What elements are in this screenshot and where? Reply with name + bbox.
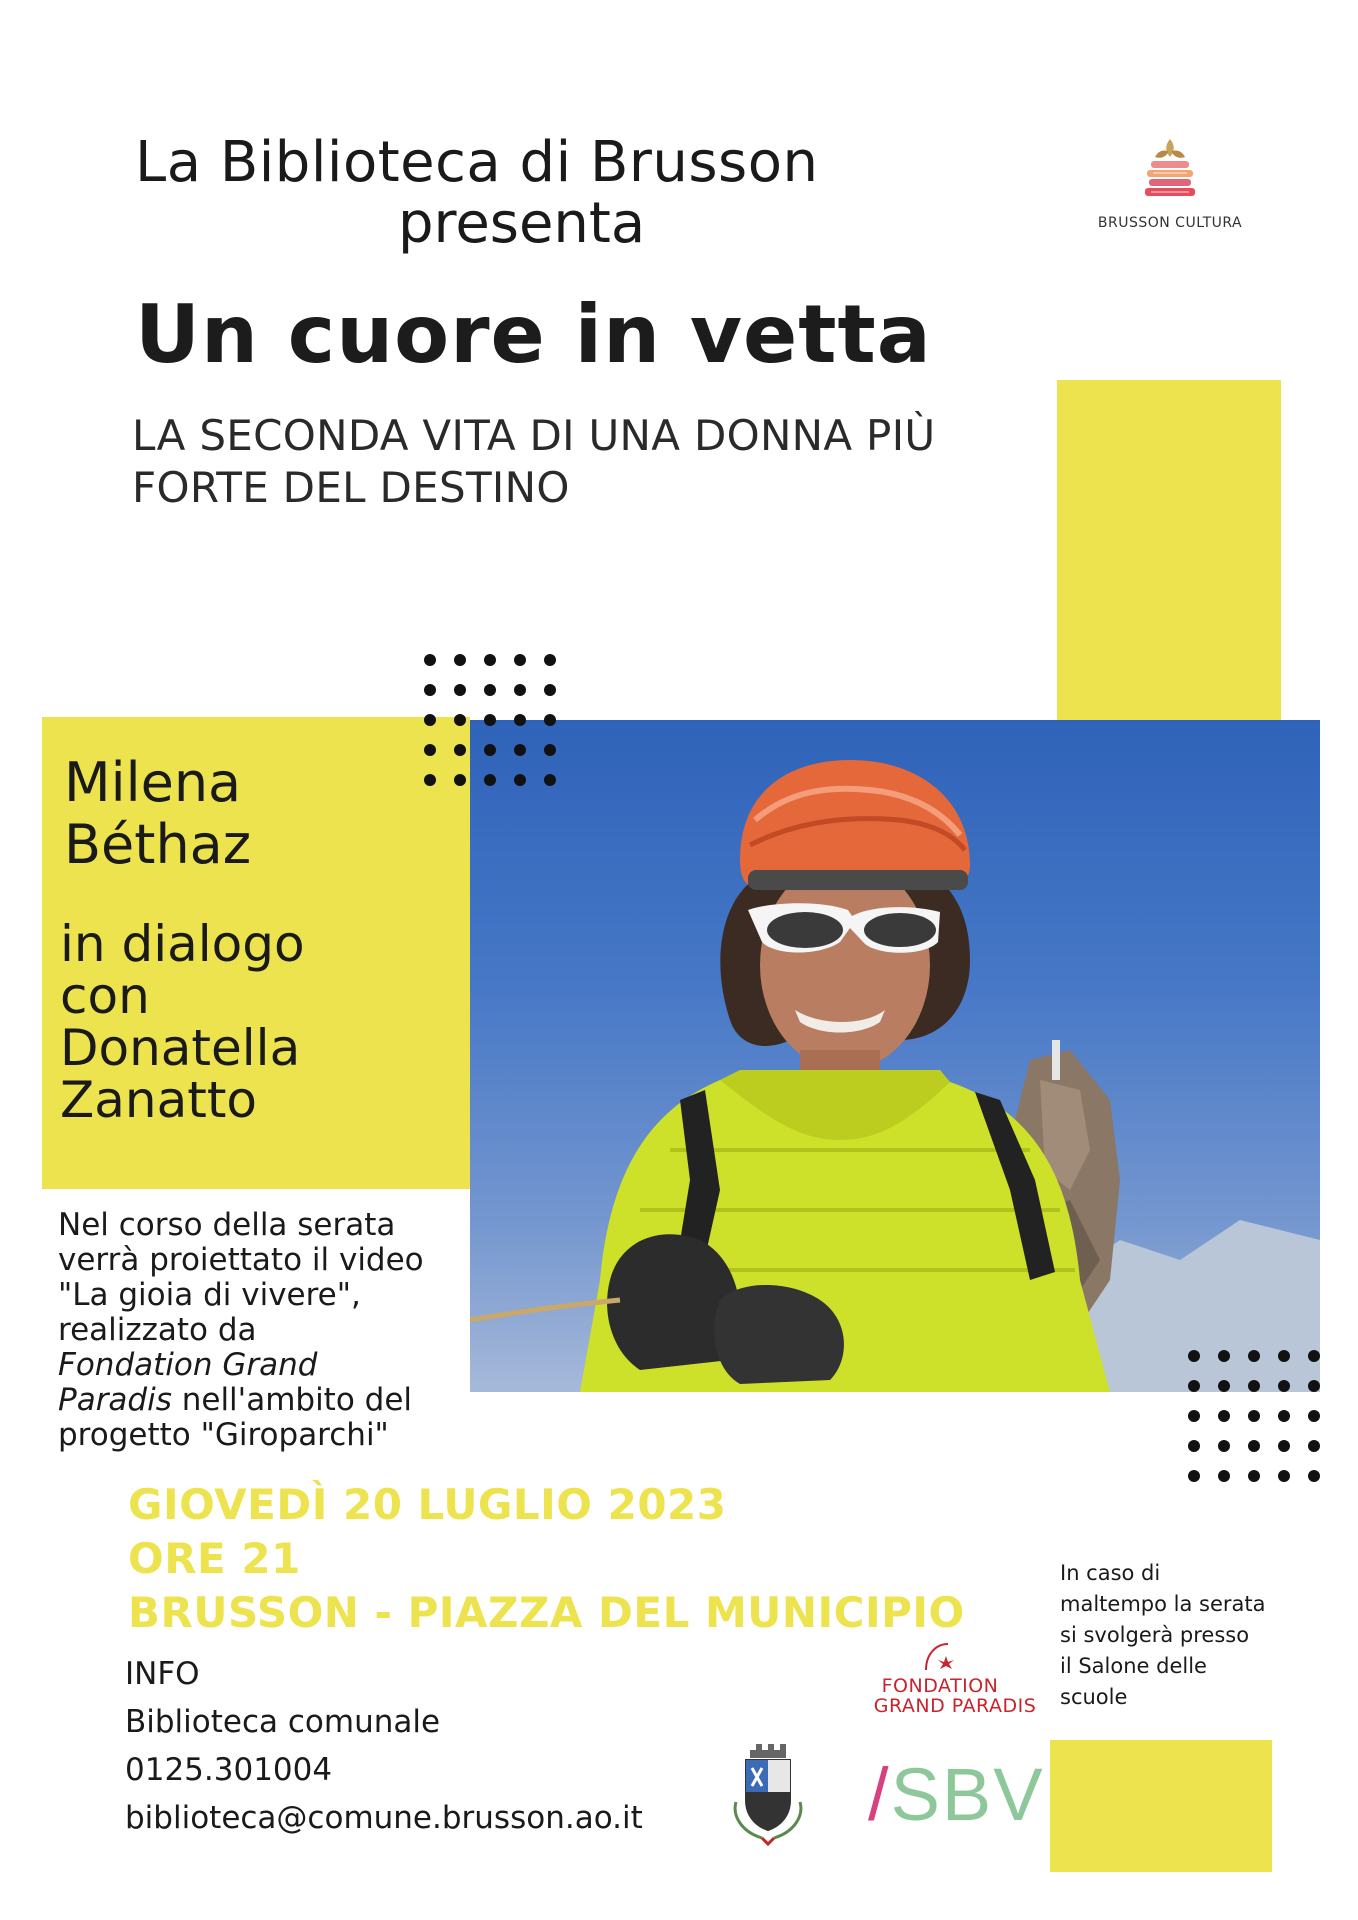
connector-in-dialogo: in dialogo <box>60 915 305 973</box>
book-stack-icon <box>1135 135 1205 205</box>
event-date: GIOVEDÌ 20 LUGLIO 2023 <box>128 1480 727 1529</box>
dot-grid-decoration-top <box>424 654 556 786</box>
description-line: realizzato da <box>58 1312 257 1348</box>
info-email[interactable]: biblioteca@comune.brusson.ao.it <box>125 1800 643 1836</box>
sbv-text: SBV <box>890 1753 1045 1836</box>
description-line: Nel corso della serata <box>58 1207 396 1243</box>
sbv-slash: / <box>868 1753 891 1836</box>
weather-note-line: si svolgerà presso <box>1060 1623 1250 1647</box>
municipality-crest-icon <box>728 1742 808 1848</box>
header-line-2: presenta <box>398 191 646 256</box>
guest-first-name: Milena <box>64 751 242 814</box>
climber-illustration <box>470 720 1320 1392</box>
event-subtitle <box>132 410 935 514</box>
info-label: INFO <box>125 1656 200 1692</box>
event-time: ORE 21 <box>128 1534 301 1583</box>
info-phone[interactable]: 0125.301004 <box>125 1752 333 1788</box>
description-rest: nell'ambito del <box>171 1382 413 1418</box>
weather-note-line: In caso di <box>1060 1561 1161 1585</box>
connector-con: con <box>60 967 150 1025</box>
description-line: verrà proiettato il video <box>58 1242 424 1278</box>
brusson-cultura-logo <box>1095 135 1245 231</box>
sbv-logo <box>868 1755 1045 1835</box>
event-title: Un cuore in vetta <box>135 288 932 381</box>
description-line <box>58 1383 478 1418</box>
subtitle-line-1: LA SECONDA VITA DI UNA DONNA PIÙ <box>132 411 936 460</box>
weather-note-line: maltempo la serata <box>1060 1592 1266 1616</box>
dialogue-host <box>60 915 305 1129</box>
weather-note-line: scuole <box>1060 1685 1128 1709</box>
description-line: progetto "Giroparchi" <box>58 1417 389 1453</box>
info-block <box>125 1650 643 1842</box>
event-details <box>128 1478 965 1640</box>
event-place: BRUSSON - PIAZZA DEL MUNICIPIO <box>128 1588 965 1637</box>
description-line <box>58 1348 478 1383</box>
description-line: "La gioia di vivere", <box>58 1277 361 1313</box>
subtitle-line-2: FORTE DEL DESTINO <box>132 463 570 512</box>
org-name-italic: Fondation Grand <box>58 1347 318 1383</box>
yellow-block-bottom-right <box>1050 1740 1272 1872</box>
guest-last-name: Béthaz <box>64 813 252 876</box>
fgp-line-1: FONDATION <box>881 1675 999 1697</box>
brusson-cultura-caption: BRUSSON CULTURA <box>1097 215 1243 231</box>
header-line-1: La Biblioteca di Brusson <box>135 130 819 195</box>
weather-note-line: il Salone delle <box>1060 1654 1207 1678</box>
fgp-line-2: GRAND PARADIS <box>873 1695 1037 1717</box>
dot-grid-decoration-bottom <box>1188 1350 1320 1482</box>
event-description <box>58 1208 478 1453</box>
climber-photo <box>470 720 1320 1392</box>
fgp-flower-icon <box>920 1640 960 1674</box>
yellow-block-top-right <box>1057 380 1281 720</box>
org-name-italic: Paradis <box>58 1382 172 1418</box>
weather-note <box>1060 1558 1290 1713</box>
info-org: Biblioteca comunale <box>125 1704 441 1740</box>
host-last-name: Zanatto <box>60 1071 258 1129</box>
fondation-grand-paradis-logo <box>840 1640 1040 1716</box>
guest-name <box>64 752 251 876</box>
host-first-name: Donatella <box>60 1019 301 1077</box>
